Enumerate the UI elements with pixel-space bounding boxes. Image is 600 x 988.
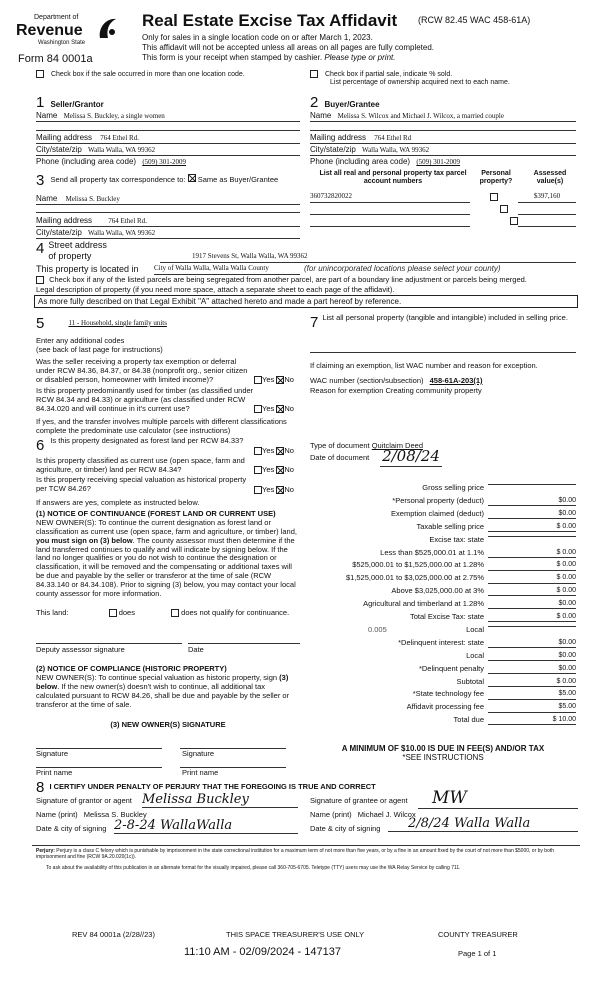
partial-sale-label: Check box if partial sale, indicate % sold. bbox=[324, 70, 453, 78]
seller-blank-line[interactable] bbox=[36, 124, 300, 131]
see-instructions: *SEE INSTRUCTIONS bbox=[402, 753, 484, 762]
corr-blank-line[interactable] bbox=[36, 207, 300, 213]
historic-no-checkbox[interactable] bbox=[276, 486, 284, 494]
tax-row-amount[interactable]: $0.00 bbox=[488, 652, 576, 661]
multi-location-checkbox[interactable] bbox=[36, 70, 44, 78]
grantor-name-label: Name (print) bbox=[36, 810, 78, 819]
assessed-value-1[interactable]: $397,160 bbox=[518, 192, 576, 203]
reason-label: Reason for exemption bbox=[310, 386, 384, 395]
parcels-col2-header: Personal property? bbox=[479, 170, 513, 186]
historic-text-b: . If the new owner(s) doesn't wish to continue, all additional tax calculated pursuant to RCW 84.26, shall be due and payable by the seller or transferor at the time of sale. bbox=[36, 681, 290, 709]
tax-row-label: *Delinquent penalty bbox=[418, 663, 484, 673]
new-owner-print-line-2[interactable] bbox=[180, 760, 286, 768]
new-owner-sig-line-2[interactable] bbox=[180, 741, 286, 749]
located-in-value[interactable]: City of Walla Walla, Walla Walla County bbox=[154, 264, 300, 275]
grantor-name-value[interactable]: Melissa S. Buckley bbox=[83, 810, 147, 819]
grantor-signature[interactable]: Melissa Buckley bbox=[142, 792, 298, 808]
tax-row-rate: 0.005 bbox=[368, 624, 387, 634]
buyer-mail-field[interactable] bbox=[310, 133, 576, 144]
street-address-value[interactable]: 1917 Stevens St, Walla Walla, WA 99362 bbox=[160, 252, 576, 263]
header-sub2: This affidavit will not be accepted unless all areas on all pages are fully completed. bbox=[142, 43, 435, 52]
seller-name-field[interactable] bbox=[36, 111, 300, 122]
partial-sale-check-row[interactable] bbox=[310, 70, 452, 79]
certify-text: I CERTIFY UNDER PENALTY OF PERJURY THAT THE FOREGOING IS TRUE AND CORRECT bbox=[49, 782, 376, 791]
seller-number: 1 bbox=[36, 94, 45, 111]
buyer-section bbox=[310, 94, 576, 112]
timber-no-checkbox[interactable] bbox=[276, 405, 284, 413]
multi-location-label: Check box if the sale occurred in more than one location code. bbox=[50, 70, 245, 78]
segregated-check-row[interactable] bbox=[36, 276, 586, 285]
additional-codes-line1: Enter any additional codes bbox=[36, 336, 125, 345]
form-title: Real Estate Excise Tax Affidavit bbox=[142, 11, 398, 30]
tax-row-label: Less than $525,000.01 at 1.1% bbox=[380, 547, 484, 557]
deputy-sig-label: Deputy assessor signature bbox=[36, 645, 125, 654]
tax-row-label: Total due bbox=[453, 715, 484, 725]
corr-mail-label: Mailing address bbox=[36, 216, 93, 225]
timber-question: Is this property predominantly used for timber (as classified under RCW 84.34 and 84.33) or agriculture (as classified under RCW 84.34.020 and will continue in it's current use? bbox=[36, 386, 254, 413]
tax-row-amount[interactable] bbox=[488, 484, 576, 485]
header-sub3 bbox=[142, 53, 395, 62]
header-sub3-note: Please type or print. bbox=[324, 53, 396, 62]
new-owner-sig-line-1[interactable] bbox=[36, 741, 162, 749]
tax-row-label: $525,000.01 to $1,525,000.00 at 1.28% bbox=[352, 560, 484, 570]
perjury-body: Perjury is a class C felony which is punishable by imprisonment in the state correctional institution for a maximum term of not more than five years, or by a fine in an amount fixed by the court of not more than $5000, or by both imprisonment and fine (RCW 9A.20.020(1c)). bbox=[36, 848, 555, 861]
historic-text bbox=[36, 674, 300, 709]
corr-name-value: Melissa S. Buckley bbox=[65, 195, 120, 203]
tax-row-amount[interactable]: $0.00 bbox=[488, 510, 576, 519]
new-owner-sig-title: (3) NEW OWNER(S) SIGNATURE bbox=[110, 720, 226, 729]
land-label: This land: bbox=[36, 608, 69, 617]
historic-question: Is this property receiving special valuation as historical property per TCW 84.26? bbox=[36, 475, 247, 493]
land-qualify-row bbox=[36, 609, 300, 618]
accessibility-text: To ask about the availability of this publication in an alternate format for the visually impaired, please call 360-705-6705. Teletype (TTY) users may use the WA Relay Service by calling 711. bbox=[46, 865, 461, 871]
header-sub3-text: This form is your receipt when stamped by cashier. bbox=[142, 53, 323, 62]
grantee-date-city[interactable]: 2/8/24 Walla Walla bbox=[388, 816, 578, 832]
correspondence-row bbox=[36, 172, 300, 190]
continuance-title: (1) NOTICE OF CONTINUANCE (FOREST LAND OR CURRENT USE) bbox=[36, 509, 276, 518]
partial-sale-checkbox[interactable] bbox=[310, 70, 318, 78]
forest-yes-label: Yes bbox=[262, 446, 275, 455]
grantee-sig-label: Signature of grantee or agent bbox=[310, 796, 408, 805]
exemption-yes-no[interactable] bbox=[254, 376, 294, 385]
tax-row bbox=[310, 510, 576, 521]
doc-date-value[interactable]: 2/08/24 bbox=[380, 448, 442, 467]
grantee-name-value[interactable]: Michael J. Wilcox bbox=[357, 810, 416, 819]
deputy-date-line[interactable] bbox=[188, 636, 300, 644]
land-does-label: does bbox=[118, 608, 135, 617]
legal-desc-label: Legal description of property (if you need more space, attach a separate sheet to each page of the affidavit). bbox=[36, 285, 395, 294]
current-use-yes-checkbox[interactable] bbox=[254, 466, 262, 474]
tax-row-label: Taxable selling price bbox=[416, 521, 484, 531]
corr-name-field[interactable] bbox=[36, 194, 300, 205]
historic-text-bold: (3) below bbox=[36, 673, 289, 691]
tax-row bbox=[310, 690, 576, 701]
buyer-name-field[interactable] bbox=[310, 111, 576, 122]
tax-row-label: Subtotal bbox=[456, 676, 484, 686]
tax-row-amount[interactable]: $5.00 bbox=[488, 690, 576, 699]
wac-label: WAC number (section/subsection) bbox=[310, 376, 424, 385]
partial-sale-note: List percentage of ownership acquired next to each name. bbox=[330, 79, 510, 86]
corr-city-field[interactable] bbox=[36, 228, 300, 239]
tax-row-amount[interactable]: $5.00 bbox=[488, 703, 576, 712]
parcel-number-3[interactable] bbox=[310, 216, 470, 227]
treasurer-use: THIS SPACE TREASURER'S USE ONLY bbox=[226, 930, 365, 939]
doc-type-value[interactable]: Quitclaim Deed bbox=[371, 441, 423, 450]
land-does-checkbox[interactable] bbox=[109, 609, 117, 617]
tax-row-label: Exemption claimed (deduct) bbox=[391, 508, 484, 518]
personal-property-row bbox=[310, 314, 576, 332]
tax-row-amount[interactable]: $ 0.00 bbox=[488, 678, 576, 687]
doc-date-row bbox=[310, 454, 369, 463]
seller-heading: Seller/Grantor bbox=[50, 100, 104, 109]
new-owner-print-line-1[interactable] bbox=[36, 760, 162, 768]
additional-codes-line2: (see back of last page for instructions) bbox=[36, 344, 163, 354]
tax-row bbox=[310, 536, 576, 547]
grantor-date-label: Date & city of signing bbox=[36, 824, 107, 833]
tax-row-amount[interactable]: $ 0.00 bbox=[488, 587, 576, 596]
tax-row-amount[interactable]: $ 0.00 bbox=[488, 549, 576, 558]
tax-row bbox=[310, 523, 576, 534]
dor-logo bbox=[16, 14, 122, 56]
continuance-text-b: . The county assessor must then determine if the land transferred continues to qualify and will indicate by signing below. If the land no longer qualifies or you do not wish to continue the designation or classification, it will be removed and the compensating or additional taxes will be due and payable by the seller or transferor at the time of sale (RCW 84.33.140 or 84.34.108). Prior to signing (3) below, you may contact your local county assessor for more information. bbox=[36, 535, 296, 598]
header-sub1: Only for sales in a single location code on or after March 1, 2023. bbox=[142, 33, 373, 42]
buyer-city-label: City/state/zip bbox=[310, 145, 356, 154]
multi-location-check-row[interactable] bbox=[36, 70, 245, 79]
deputy-date-label: Date bbox=[188, 645, 204, 654]
tax-row bbox=[310, 626, 576, 637]
seller-phone-value: (509) 301-2009 bbox=[142, 158, 187, 166]
tax-row bbox=[310, 665, 576, 676]
tax-row-label: Agricultural and timberland at 1.28% bbox=[363, 599, 484, 609]
forest-number: 6 bbox=[36, 437, 45, 454]
tax-row bbox=[310, 574, 576, 585]
current-use-question: Is this property classified as current use (open space, farm and agriculture, or timber) land per RCW 84.34? bbox=[36, 456, 245, 474]
seller-section bbox=[36, 94, 300, 112]
page-indicator: Page 1 of 1 bbox=[458, 949, 497, 958]
tax-row-amount[interactable]: $ 0.00 bbox=[488, 613, 576, 622]
seller-mail-field[interactable] bbox=[36, 133, 300, 144]
new-owner-print-label-2: Print name bbox=[182, 768, 219, 777]
form-rcw: (RCW 82.45 WAC 458-61A) bbox=[418, 15, 531, 25]
grantor-date-city[interactable]: 2-8-24 WallaWalla bbox=[114, 818, 298, 834]
dor-swoosh-icon bbox=[96, 16, 118, 40]
grantor-sig-label: Signature of grantor or agent bbox=[36, 796, 132, 805]
exemption-wac-instruction: If claiming an exemption, list WAC number and reason for exception. bbox=[310, 361, 538, 370]
grantee-signature[interactable]: MW bbox=[418, 788, 578, 809]
tax-row-amount[interactable]: $ 0.00 bbox=[488, 523, 576, 532]
perjury-text bbox=[36, 848, 578, 861]
buyer-blank-line[interactable] bbox=[310, 124, 576, 131]
seller-mail-label: Mailing address bbox=[36, 133, 93, 142]
buyer-city-field[interactable] bbox=[310, 145, 576, 156]
tax-row-amount[interactable] bbox=[488, 626, 576, 627]
forest-question: Is this property designated as forest land per RCW 84.33? bbox=[50, 436, 244, 445]
street-number: 4 bbox=[36, 240, 45, 257]
assessed-value-3[interactable] bbox=[518, 216, 576, 227]
continuance-text bbox=[36, 519, 300, 599]
logo-dept-line1: Department of bbox=[34, 14, 79, 21]
exemption-yes-checkbox[interactable] bbox=[254, 376, 262, 384]
same-as-buyer-label: Same as Buyer/Grantee bbox=[197, 175, 279, 184]
use-code-value[interactable]: 11 - Household, single family units bbox=[68, 319, 167, 327]
receipt-stamp: 11:10 AM - 02/09/2024 - 147137 bbox=[184, 946, 341, 958]
exemption-yes-label: Yes bbox=[262, 375, 275, 384]
form-number: Form 84 0001a bbox=[18, 53, 93, 65]
corr-name-label: Name bbox=[36, 194, 58, 203]
tax-row bbox=[310, 639, 576, 650]
timber-yes-label: Yes bbox=[262, 404, 275, 413]
tax-row-label: Local bbox=[466, 624, 484, 634]
corr-city-value: Walla Walla, WA 99362 bbox=[88, 229, 156, 237]
tax-row bbox=[310, 600, 576, 611]
personal-property-checkbox-2[interactable] bbox=[500, 205, 508, 213]
corr-mail-value: 764 Ethel Rd. bbox=[108, 217, 147, 225]
tax-row bbox=[310, 497, 576, 508]
historic-no-label: No bbox=[284, 485, 294, 494]
buyer-number: 2 bbox=[310, 94, 319, 111]
logo-dept-line3: Washington State bbox=[38, 40, 86, 46]
forest-yes-checkbox[interactable] bbox=[254, 447, 262, 455]
current-use-no-label: No bbox=[284, 465, 294, 474]
street-label: Street address of property bbox=[48, 240, 107, 261]
continuance-text-a: NEW OWNER(S): To continue the current designation as forest land or classification as current use (open space, farm and agriculture, or timber) land, bbox=[36, 518, 297, 536]
seller-city-field[interactable] bbox=[36, 145, 300, 156]
buyer-mail-value: 764 Ethel Rd bbox=[374, 134, 412, 142]
tax-row-amount[interactable]: $ 10.00 bbox=[488, 716, 576, 725]
tax-row-label: Local bbox=[466, 650, 484, 660]
tax-row-label: *Delinquent interest: state bbox=[398, 637, 484, 647]
current-use-yes-label: Yes bbox=[262, 465, 275, 474]
grantee-date-label: Date & city of signing bbox=[310, 824, 381, 833]
tax-row bbox=[310, 652, 576, 663]
new-owner-sig-label-2: Signature bbox=[182, 749, 215, 758]
buyer-phone-value: (509) 301-2009 bbox=[416, 158, 461, 166]
tax-row bbox=[310, 484, 576, 495]
seller-name-value: Melissa S. Buckley, a single women bbox=[63, 112, 165, 120]
tax-row-label: Above $3,025,000.00 at 3% bbox=[391, 586, 484, 596]
forest-no-label: No bbox=[284, 446, 294, 455]
perjury-bold: Perjury: bbox=[36, 848, 55, 854]
exemption-no-checkbox[interactable] bbox=[276, 376, 284, 384]
assessed-value-2[interactable] bbox=[518, 204, 576, 215]
tax-row-amount[interactable]: $0.00 bbox=[488, 600, 576, 609]
tax-row bbox=[310, 561, 576, 572]
tax-row-label: Excise tax: state bbox=[429, 534, 484, 544]
street-label-block bbox=[36, 240, 166, 261]
tax-row-amount[interactable]: $ 0.00 bbox=[488, 574, 576, 583]
forest-question-row bbox=[36, 437, 254, 455]
predominate-use-note: If yes, and the transfer involves multiple parcels with different classifications complete the predominate use calculator (see instructions) bbox=[36, 417, 287, 435]
personal-property-number: 7 bbox=[310, 314, 319, 331]
personal-property-text: List all personal property (tangible and intangible) included in selling price. bbox=[322, 313, 568, 322]
tax-row-amount[interactable]: $0.00 bbox=[488, 639, 576, 648]
historic-yes-label: Yes bbox=[262, 485, 275, 494]
tax-row bbox=[310, 703, 576, 714]
historic-yes-checkbox[interactable] bbox=[254, 486, 262, 494]
yes-instruction: If answers are yes, complete as instructed below. bbox=[36, 498, 200, 507]
tax-row bbox=[310, 549, 576, 560]
tax-row-amount[interactable]: $0.00 bbox=[488, 665, 576, 674]
rev-number: REV 84 0001a (2/28//23) bbox=[72, 930, 155, 939]
seller-phone-label: Phone (including area code) bbox=[36, 157, 137, 166]
seller-phone-field[interactable] bbox=[36, 157, 300, 168]
seller-city-value: Walla Walla, WA 99362 bbox=[88, 146, 156, 154]
corr-city-label: City/state/zip bbox=[36, 228, 82, 237]
personal-property-checkbox-3[interactable] bbox=[510, 217, 518, 225]
located-in-label: This property is located in bbox=[36, 264, 139, 274]
segregated-label: Check box if any of the listed parcels are being segregated from another parcel, are part of a boundary line adjustment or parcels being merged. bbox=[49, 275, 527, 284]
tax-row bbox=[310, 587, 576, 598]
reason-row bbox=[310, 387, 482, 396]
doc-date-label: Date of document bbox=[310, 453, 370, 462]
parcels-col1-header: List all real and personal property tax parcel account numbers bbox=[319, 170, 467, 186]
parcel-number-2[interactable] bbox=[310, 204, 470, 215]
forest-no-checkbox[interactable] bbox=[276, 447, 284, 455]
correspondence-text: Send all property tax correspondence to: bbox=[50, 175, 186, 184]
buyer-phone-label: Phone (including area code) bbox=[310, 157, 411, 166]
same-as-buyer-checkbox[interactable] bbox=[188, 174, 196, 182]
doc-type-label: Type of document bbox=[310, 441, 370, 450]
exemption-no-label: No bbox=[284, 375, 294, 384]
use-code-row bbox=[36, 315, 300, 333]
timber-no-label: No bbox=[284, 404, 294, 413]
tax-row-amount[interactable]: $0.00 bbox=[488, 497, 576, 506]
personal-property-checkbox-1[interactable] bbox=[490, 193, 498, 201]
wac-row bbox=[310, 377, 483, 386]
forest-yes-no[interactable] bbox=[254, 447, 294, 456]
new-owner-sig-label-1: Signature bbox=[36, 749, 69, 758]
tax-row-label: Affidavit processing fee bbox=[406, 702, 484, 712]
parcel-number-1[interactable]: 360732820022 bbox=[310, 192, 470, 203]
tax-row-amount[interactable]: $ 0.00 bbox=[488, 561, 576, 570]
historic-text-a: NEW OWNER(S): To continue special valuation as historic property, sign bbox=[36, 673, 278, 682]
buyer-name-label: Name bbox=[310, 111, 332, 120]
seller-mail-value: 764 Ethel Rd. bbox=[100, 134, 139, 142]
timber-yes-checkbox[interactable] bbox=[254, 405, 262, 413]
additional-codes-label bbox=[36, 337, 163, 355]
tax-row bbox=[310, 613, 576, 624]
legal-description-box[interactable]: As more fully described on that Legal Exhibit "A" attached hereto and made a part hereof by reference. bbox=[34, 295, 578, 308]
use-code-number: 5 bbox=[36, 315, 45, 332]
current-use-no-checkbox[interactable] bbox=[276, 466, 284, 474]
tax-row-label: Total Excise Tax: state bbox=[409, 612, 484, 621]
land-does-not-label: does not qualify for continuance. bbox=[181, 608, 290, 617]
exemption-question: Was the seller receiving a property tax exemption or deferral under RCW 84.36, 84.37, or 84.38 (nonprofit org., senior citizen or disabled person, homeowner with limited income)? bbox=[36, 357, 248, 384]
tax-row-label: *State technology fee bbox=[412, 689, 484, 699]
current-use-yes-no[interactable] bbox=[254, 466, 294, 475]
wac-value[interactable]: 458-61A-203(1) bbox=[429, 376, 483, 385]
deputy-sig-line[interactable] bbox=[36, 636, 182, 644]
located-in-note: (for unincorporated locations please select your county) bbox=[304, 264, 501, 273]
buyer-city-value: Walla Walla, WA 99362 bbox=[362, 146, 430, 154]
new-owner-print-label-1: Print name bbox=[36, 768, 73, 777]
tax-row bbox=[310, 678, 576, 689]
footer-rule bbox=[32, 845, 580, 846]
parcels-col3-header: Assessed value(s) bbox=[533, 170, 567, 186]
tax-row-label: $1,525,000.01 to $3,025,000.00 at 2.75% bbox=[345, 573, 484, 583]
personal-property-line[interactable] bbox=[310, 344, 576, 353]
correspondence-number: 3 bbox=[36, 172, 45, 189]
segregated-checkbox[interactable] bbox=[36, 276, 44, 284]
tax-row-label: *Personal property (deduct) bbox=[392, 495, 484, 505]
historic-yes-no[interactable] bbox=[254, 486, 294, 495]
land-does-not-checkbox[interactable] bbox=[171, 609, 179, 617]
buyer-heading: Buyer/Grantee bbox=[324, 100, 380, 109]
reason-value[interactable]: Creating community property bbox=[385, 386, 482, 395]
tax-row-amount[interactable] bbox=[488, 536, 576, 537]
county-treasurer: COUNTY TREASURER bbox=[438, 930, 518, 939]
continuance-text-bold: you must sign on (3) below bbox=[36, 535, 133, 545]
historic-title: (2) NOTICE OF COMPLIANCE (HISTORIC PROPERTY) bbox=[36, 664, 227, 673]
timber-yes-no[interactable] bbox=[254, 405, 294, 414]
grantee-name-label: Name (print) bbox=[310, 810, 352, 819]
buyer-phone-field[interactable] bbox=[310, 157, 576, 168]
certify-number: 8 bbox=[36, 779, 45, 796]
tax-row bbox=[310, 716, 576, 727]
logo-dept-line2: Revenue bbox=[16, 22, 83, 39]
tax-row-label: Gross selling price bbox=[422, 483, 484, 492]
seller-city-label: City/state/zip bbox=[36, 145, 82, 154]
corr-mail-field[interactable] bbox=[36, 216, 300, 227]
seller-name-label: Name bbox=[36, 111, 58, 120]
buyer-mail-label: Mailing address bbox=[310, 133, 367, 142]
minimum-due: A MINIMUM OF $10.00 IS DUE IN FEE(S) AND/OR TAX bbox=[341, 744, 545, 753]
buyer-name-value: Melissa S. Wilcox and Michael J. Wilcox, a married couple bbox=[337, 112, 504, 120]
